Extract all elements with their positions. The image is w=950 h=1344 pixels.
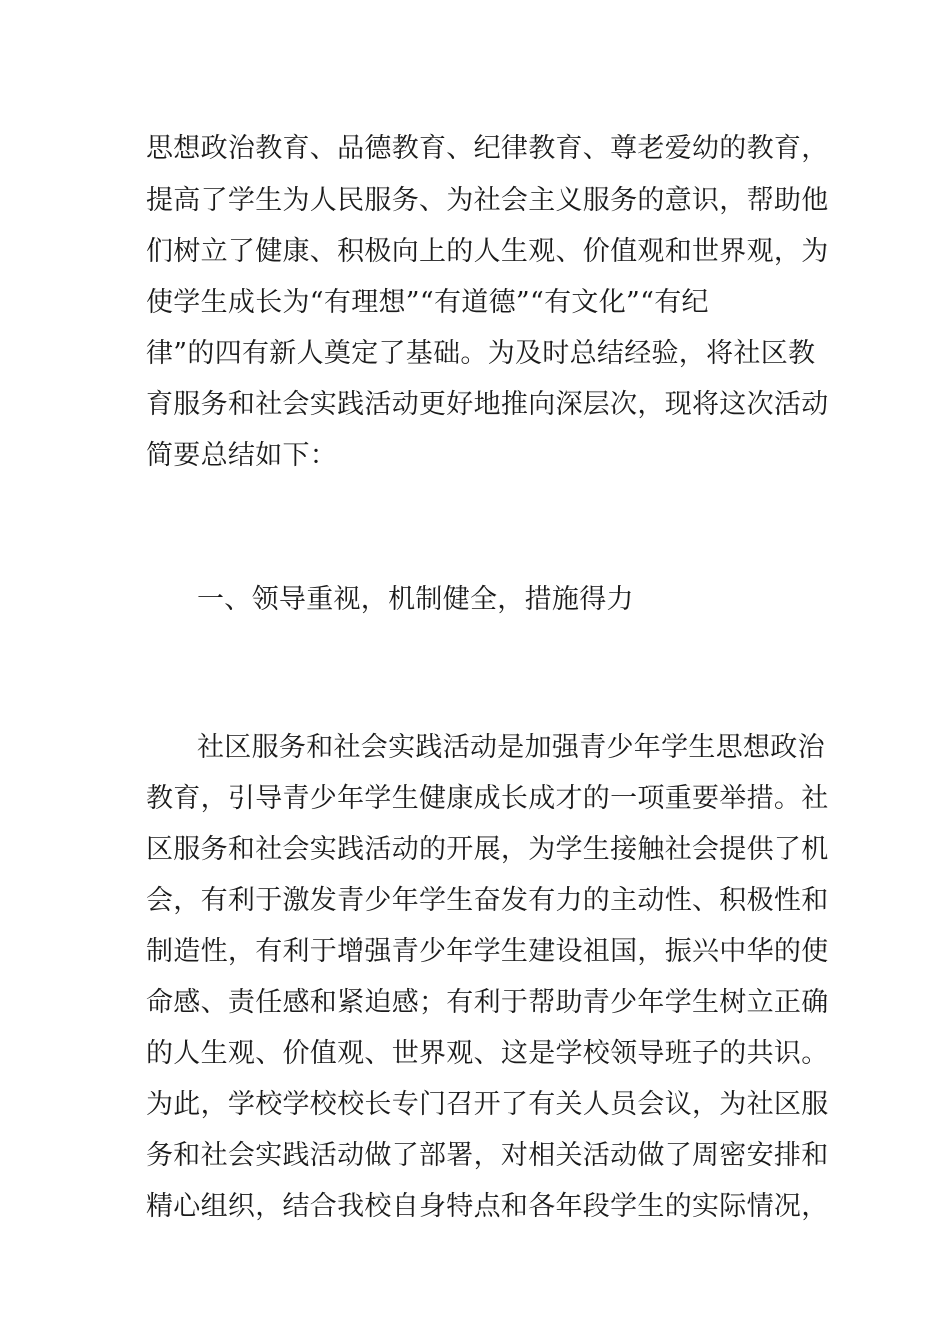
section-heading: 一、领导重视，机制健全，措施得力 (197, 584, 634, 615)
text-line: 思想政治教育、品德教育、纪律教育、尊老爱幼的教育， (146, 133, 829, 164)
text-line: 会，有利于激发青少年学生奋发有力的主动性、积极性和 (146, 885, 829, 916)
text-line: 教育，引导青少年学生健康成长成才的一项重要举措。社 (146, 783, 829, 814)
text-line: 使学生成长为“有理想”“有道德”“有文化”“有纪 (146, 287, 709, 318)
text-line: 简要总结如下： (146, 440, 338, 471)
text-line: 为此，学校学校校长专门召开了有关人员会议，为社区服 (146, 1089, 829, 1120)
text-line: 提高了学生为人民服务、为社会主义服务的意识，帮助他 (146, 185, 829, 216)
text-line: 区服务和社会实践活动的开展，为学生接触社会提供了机 (146, 834, 829, 865)
text-line: 社区服务和社会实践活动是加强青少年学生思想政治 (197, 732, 825, 763)
text-line: 精心组织，结合我校自身特点和各年段学生的实际情况， (146, 1191, 829, 1222)
text-line: 律”的四有新人奠定了基础。为及时总结经验，将社区教 (146, 338, 816, 369)
text-line: 务和社会实践活动做了部署，对相关活动做了周密安排和 (146, 1140, 829, 1171)
text-line: 的人生观、价值观、世界观、这是学校领导班子的共识。 (146, 1038, 829, 1069)
text-line: 育服务和社会实践活动更好地推向深层次，现将这次活动 (146, 389, 829, 420)
text-line: 制造性，有利于增强青少年学生建设祖国，振兴中华的使 (146, 936, 829, 967)
text-line: 命感、责任感和紧迫感；有利于帮助青少年学生树立正确 (146, 987, 829, 1018)
text-line: 们树立了健康、积极向上的人生观、价值观和世界观，为 (146, 236, 829, 267)
